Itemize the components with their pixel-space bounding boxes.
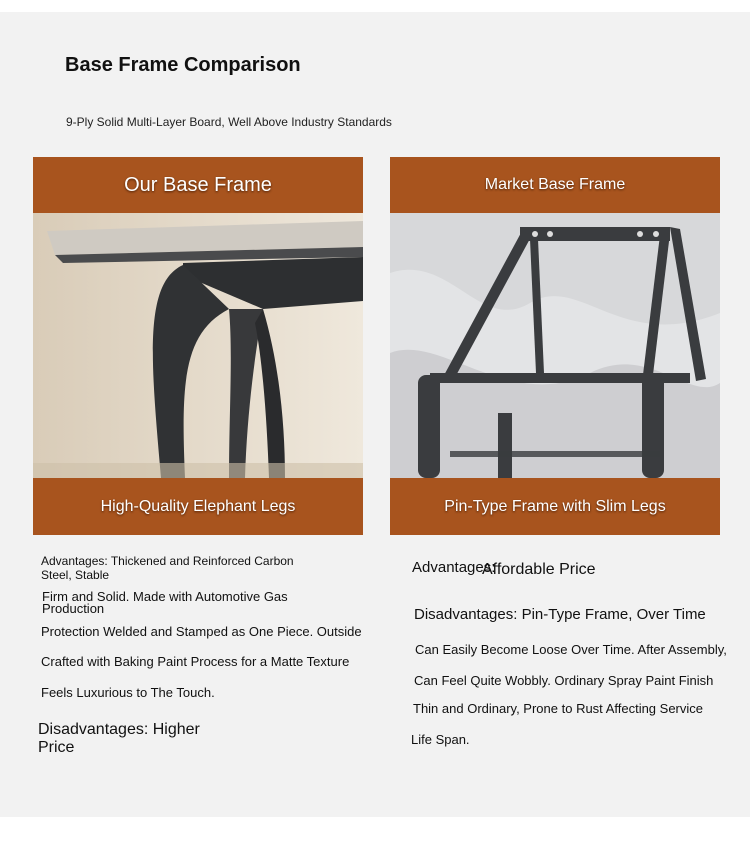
elephant-legs-footer bbox=[33, 478, 363, 535]
our-base-frame-label: Our Base Frame bbox=[124, 173, 272, 196]
page-subtitle: 9-Ply Solid Multi-Layer Board, Well Above Industry Standards bbox=[66, 115, 392, 129]
elephant-legs-label: High-Quality Elephant Legs bbox=[100, 497, 296, 515]
pin-type-frame-footer bbox=[390, 478, 720, 535]
right-disadvantages-heading: Disadvantages: Pin-Type Frame, Over Time bbox=[414, 606, 706, 623]
left-advantages-line-3: Firm and Solid. Made with Automotive Gas bbox=[42, 589, 288, 604]
left-advantages-line-2: Steel, Stable bbox=[41, 568, 110, 582]
left-advantages-line-6: Crafted with Baking Paint Process for a Matte Texture bbox=[41, 654, 350, 669]
right-disadvantages-line-4: Life Span. bbox=[411, 732, 470, 747]
left-advantages-line-1: Advantages: Thickened and Reinforced Carbon bbox=[41, 554, 294, 568]
page-title: Base Frame Comparison bbox=[65, 54, 301, 76]
right-disadvantages-line-2: Can Feel Quite Wobbly. Ordinary Spray Paint Finish bbox=[414, 673, 714, 688]
pin-type-frame-photo bbox=[390, 213, 720, 478]
right-advantages-label: Advantages: bbox=[412, 559, 496, 576]
market-base-frame-panel bbox=[390, 157, 720, 535]
elephant-legs-photo bbox=[33, 213, 363, 478]
right-advantages-value: Affordable Price bbox=[482, 561, 596, 578]
left-disadvantages-line-1: Disadvantages: Higher bbox=[38, 721, 200, 738]
our-base-frame-header bbox=[33, 157, 363, 213]
right-disadvantages-line-3: Thin and Ordinary, Prone to Rust Affecting Service bbox=[413, 701, 703, 716]
market-base-frame-header bbox=[390, 157, 720, 213]
left-advantages-line-7: Feels Luxurious to The Touch. bbox=[41, 685, 215, 700]
left-disadvantages-line-2: Price bbox=[38, 739, 75, 756]
left-advantages-line-4: Production bbox=[42, 601, 105, 616]
left-advantages-line-5: Protection Welded and Stamped as One Piece. Outside bbox=[41, 624, 362, 639]
right-disadvantages-line-1: Can Easily Become Loose Over Time. After Assembly, bbox=[415, 642, 727, 657]
market-base-frame-label: Market Base Frame bbox=[484, 176, 626, 193]
pin-type-frame-label: Pin-Type Frame with Slim Legs bbox=[444, 497, 666, 515]
our-base-frame-panel bbox=[33, 157, 363, 535]
